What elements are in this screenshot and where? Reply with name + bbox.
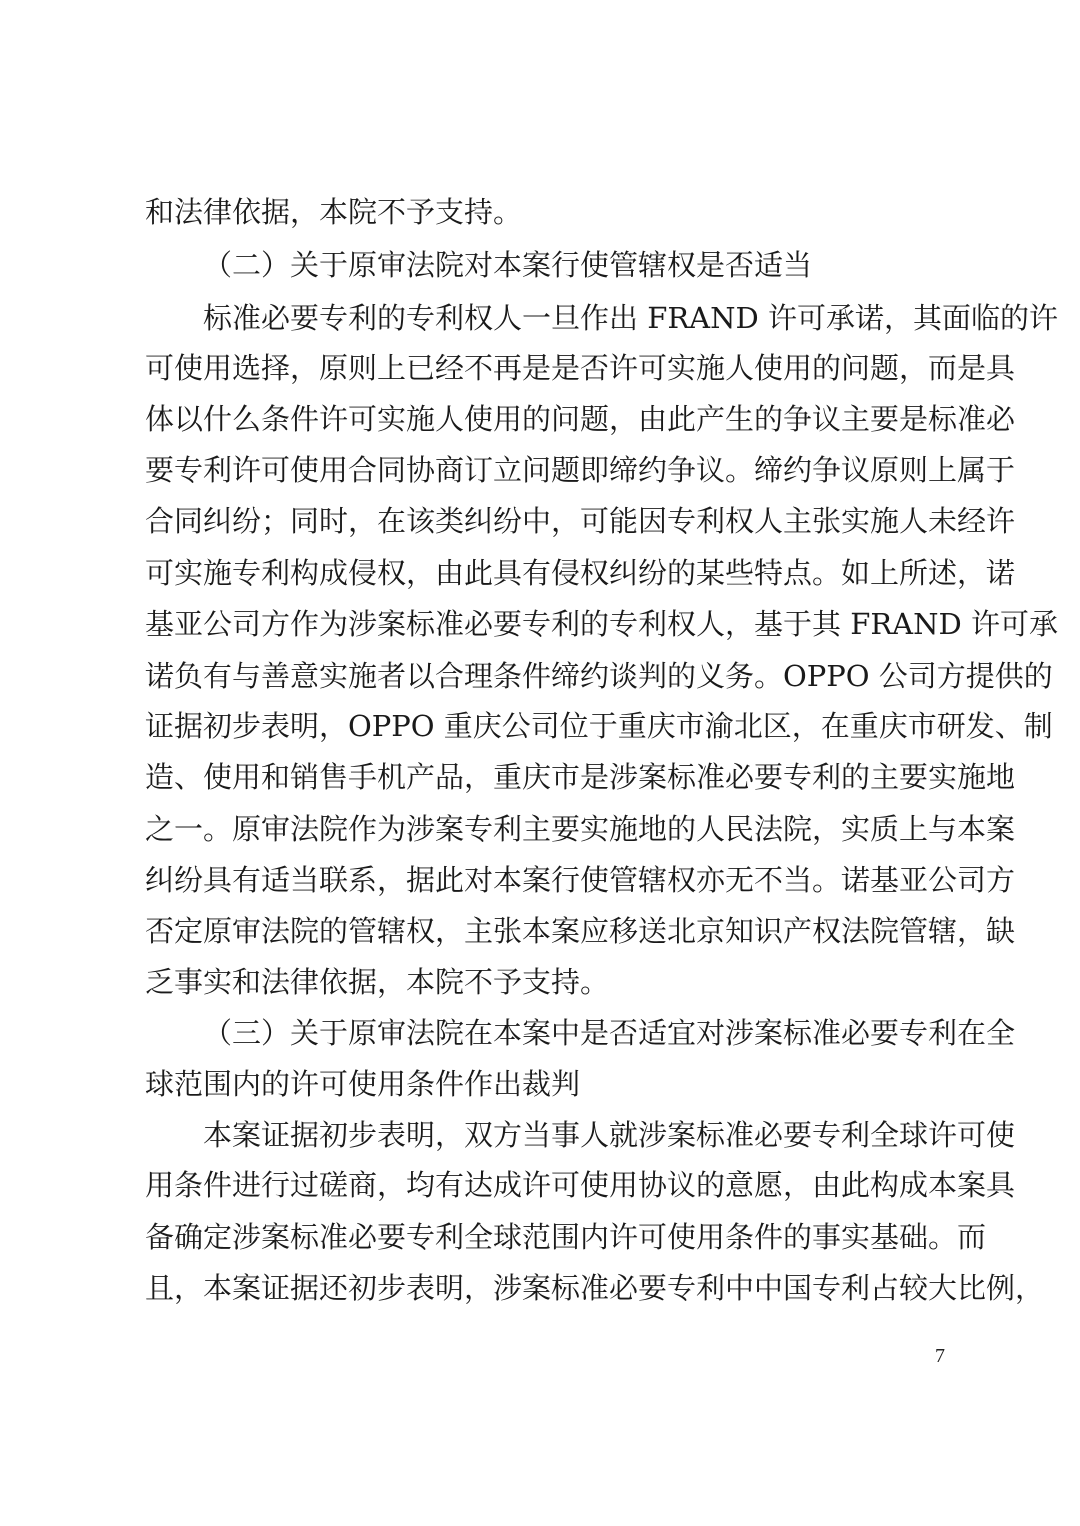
text-line: 用条件进行过磋商，均有达成许可使用协议的意愿，由此构成本案具 — [145, 1168, 1016, 1202]
section-heading: （二）关于原审法院对本案行使管辖权是否适当 — [203, 248, 813, 282]
text-line: 之一。原审法院作为涉案专利主要实施地的人民法院，实质上与本案 — [145, 812, 1016, 846]
text-line: 诺负有与善意实施者以合理条件缔约谈判的义务。OPPO 公司方提供的 — [145, 659, 1053, 693]
text-line: 且，本案证据还初步表明，涉案标准必要专利中中国专利占较大比例， — [145, 1271, 1045, 1305]
text-line: 和法律依据，本院不予支持。 — [145, 195, 523, 229]
text-line: 证据初步表明，OPPO 重庆公司位于重庆市渝北区，在重庆市研发、制 — [145, 709, 1053, 743]
text-line: 造、使用和销售手机产品，重庆市是涉案标准必要专利的主要实施地 — [145, 760, 1016, 794]
text-line: 纠纷具有适当联系，据此对本案行使管辖权亦无不当。诺基亚公司方 — [145, 863, 1016, 897]
text-line: 乏事实和法律依据，本院不予支持。 — [145, 965, 610, 999]
text-line: 可使用选择，原则上已经不再是是否许可实施人使用的问题，而是具 — [145, 351, 1016, 385]
text-line: 否定原审法院的管辖权，主张本案应移送北京知识产权法院管辖，缺 — [145, 914, 1016, 948]
text-line: 本案证据初步表明，双方当事人就涉案标准必要专利全球许可使 — [203, 1118, 1016, 1152]
text-line: 合同纠纷；同时，在该类纠纷中，可能因专利权人主张实施人未经许 — [145, 504, 1016, 538]
text-line: 可实施专利构成侵权，由此具有侵权纠纷的某些特点。如上所述，诺 — [145, 556, 1016, 590]
text-line: 备确定涉案标准必要专利全球范围内许可使用条件的事实基础。而 — [145, 1220, 987, 1254]
text-line: 要专利许可使用合同协商订立问题即缔约争议。缔约争议原则上属于 — [145, 453, 1016, 487]
section-heading: （三）关于原审法院在本案中是否适宜对涉案标准必要专利在全 — [203, 1016, 1016, 1050]
text-line: 标准必要专利的专利权人一旦作出 FRAND 许可承诺，其面临的许 — [203, 301, 1058, 335]
text-line: 基亚公司方作为涉案标准必要专利的专利权人，基于其 FRAND 许可承 — [145, 607, 1058, 641]
section-heading-continued: 球范围内的许可使用条件作出裁判 — [145, 1067, 581, 1101]
text-line: 体以什么条件许可实施人使用的问题，由此产生的争议主要是标准必 — [145, 402, 1016, 436]
page-number: 7 — [935, 1345, 945, 1367]
